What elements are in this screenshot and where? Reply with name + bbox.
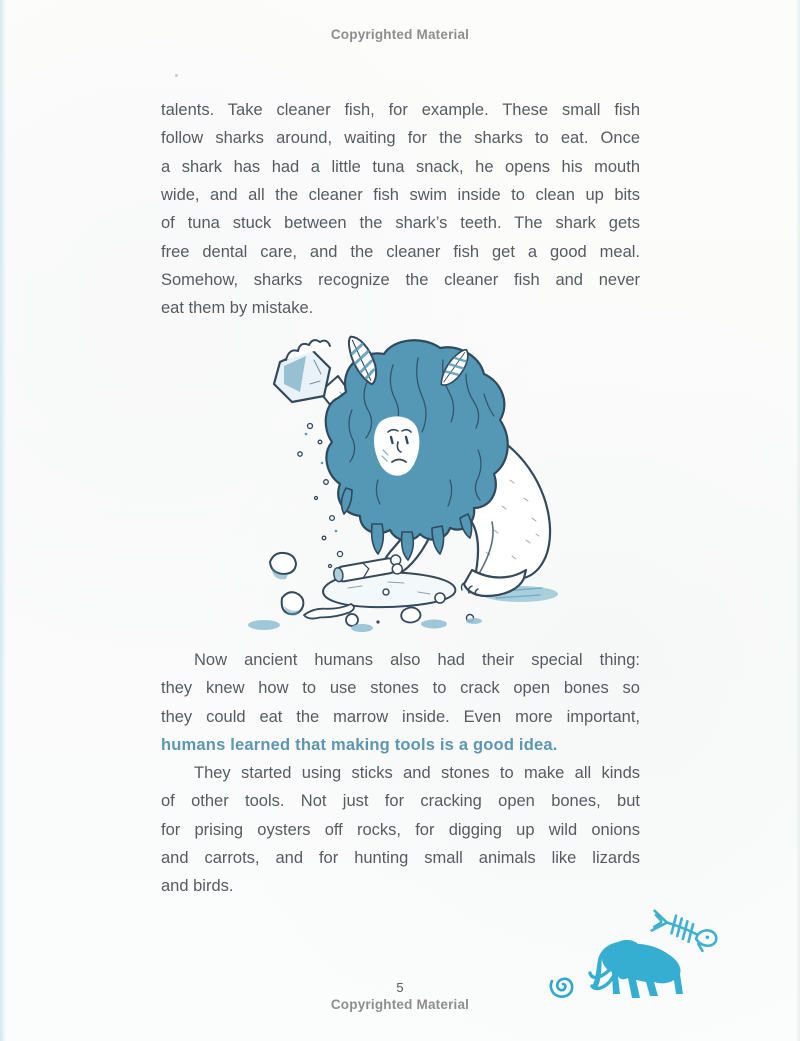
paper-speck bbox=[175, 74, 178, 77]
text-line: eat them by mistake. bbox=[161, 299, 314, 318]
page-number: 5 bbox=[396, 980, 404, 995]
text-line: free dental care, and the cleaner fish get a good meal. bbox=[161, 242, 640, 261]
text-line: a shark has had a little tuna snack, he opens his mouth bbox=[161, 157, 640, 176]
ground-tint-blobs bbox=[248, 618, 482, 632]
caveman-cracking-bones-drawing bbox=[228, 330, 570, 632]
paragraph-other-tools bbox=[161, 759, 640, 901]
fish-skeleton-doodle-icon bbox=[640, 898, 727, 965]
caveman-illustration bbox=[228, 330, 570, 632]
paragraph-ancient-humans bbox=[161, 646, 640, 759]
text-line: wide, and all the cleaner fish swim inside to clean up bits bbox=[161, 186, 640, 205]
text-line: Somehow, sharks recognize the cleaner fish and never bbox=[161, 271, 640, 290]
text-line: follow sharks around, waiting for the sharks to eat. Once bbox=[161, 129, 640, 148]
copyright-notice-top: Copyrighted Material bbox=[330, 27, 470, 42]
text-line: of other tools. Not just for cracking open bones, but bbox=[161, 792, 640, 811]
page-edge-right bbox=[796, 0, 800, 1041]
text-line: Now ancient humans also had their special thing: bbox=[194, 651, 640, 669]
text-line: of tuna stuck between the shark’s teeth. The shark gets bbox=[161, 214, 640, 233]
copyright-notice-bottom: Copyrighted Material bbox=[330, 997, 470, 1012]
text-line: they knew how to use stones to crack open bones so bbox=[161, 679, 640, 698]
paragraph-cleaner-fish bbox=[161, 96, 640, 323]
text-line: talents. Take cleaner fish, for example. These small fish bbox=[161, 101, 640, 119]
text-line: they could eat the marrow inside. Even more important, bbox=[161, 707, 640, 726]
text-line: and birds. bbox=[161, 877, 234, 896]
text-line: for prising oysters off rocks, for digging up wild onions bbox=[161, 820, 640, 839]
text-line: humans learned that making tools is a good idea. bbox=[161, 736, 558, 755]
page-edge-left bbox=[0, 0, 6, 1041]
text-line: They started using sticks and stones to make all kinds bbox=[194, 764, 640, 782]
text-line: and carrots, and for hunting small animals like lizards bbox=[161, 849, 640, 868]
